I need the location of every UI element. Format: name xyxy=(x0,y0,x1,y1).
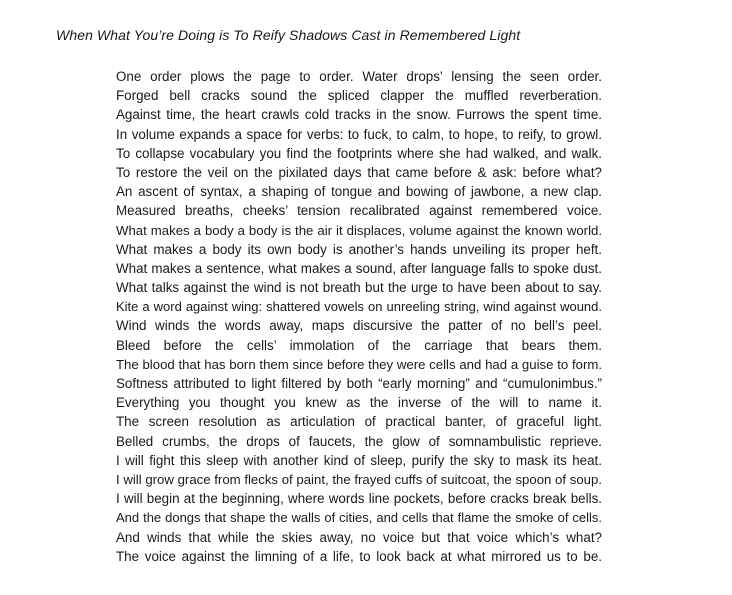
poem-line: The screen resolution as articulation of practical banter, of graceful light. xyxy=(116,414,602,430)
poem-line: I will fight this sleep with another kind of sleep, purify the sky to mask its heat. xyxy=(116,452,602,468)
poem-title: When What You’re Doing is To Reify Shadows Cast in Remembered Light xyxy=(56,27,521,43)
poem-line: The voice against the limning of a life, to look back at what mirrored us to be. xyxy=(116,548,602,564)
poem-line: In volume expands a space for verbs: to fuck, to calm, to hope, to reify, to growl. xyxy=(116,126,602,142)
poem-line: What makes a sentence, what makes a sound, after language falls to spoke dust. xyxy=(116,260,602,276)
poem-line: What talks against the wind is not breath but the urge to have been about to say. xyxy=(116,280,602,296)
poem-line: I will grow grace from flecks of paint, the frayed cuffs of suitcoat, the spoon of soup. xyxy=(116,471,602,487)
poem-line: Softness attributed to light filtered by both “early morning” and “cumulonimbus.” xyxy=(116,376,602,391)
poem-line: What makes a body its own body is another’s hands unveiling its proper heft. xyxy=(116,241,602,257)
poem-line: Forged bell cracks sound the spliced clapper the muffled reverberation. xyxy=(116,88,602,104)
poem-body xyxy=(116,67,602,566)
poem-line: And the dongs that shape the walls of cities, and cells that flame the smoke of cells. xyxy=(116,510,602,526)
poem-line: Measured breaths, cheeks’ tension recalibrated against remembered voice. xyxy=(116,203,602,219)
poem-line: Belled crumbs, the drops of faucets, the glow of somnambulistic reprieve. xyxy=(116,433,602,449)
poem-line: Bleed before the cells’ immolation of the carriage that bears them. xyxy=(116,337,602,353)
poem-line: Wind winds the words away, maps discursive the patter of no bell’s peel. xyxy=(116,318,602,334)
poem-line: Everything you thought you knew as the inverse of the will to name it. xyxy=(116,395,602,411)
poem-line: The blood that has born them since before they were cells and had a guise to form. xyxy=(116,356,602,372)
poem-line: One order plows the page to order. Water drops’ lensing the seen order. xyxy=(116,69,602,84)
poem-line: What makes a body a body is the air it displaces, volume against the known world. xyxy=(116,222,602,238)
poem-line: To collapse vocabulary you find the footprints where she had walked, and walk. xyxy=(116,145,602,161)
poem-line: An ascent of syntax, a shaping of tongue and bowing of jawbone, a new clap. xyxy=(116,184,602,200)
poem-line: Against time, the heart crawls cold tracks in the snow. Furrows the spent time. xyxy=(116,107,602,123)
poem-line: To restore the veil on the pixilated days that came before & ask: before what? xyxy=(116,164,602,180)
poem-line: Kite a word against wing: shattered vowels on unreeling string, wind against wound. xyxy=(116,299,602,315)
poem-line: I will begin at the beginning, where words line pockets, before cracks break bells. xyxy=(116,491,602,507)
poem-line: And winds that while the skies away, no voice but that voice which’s what? xyxy=(116,529,602,545)
